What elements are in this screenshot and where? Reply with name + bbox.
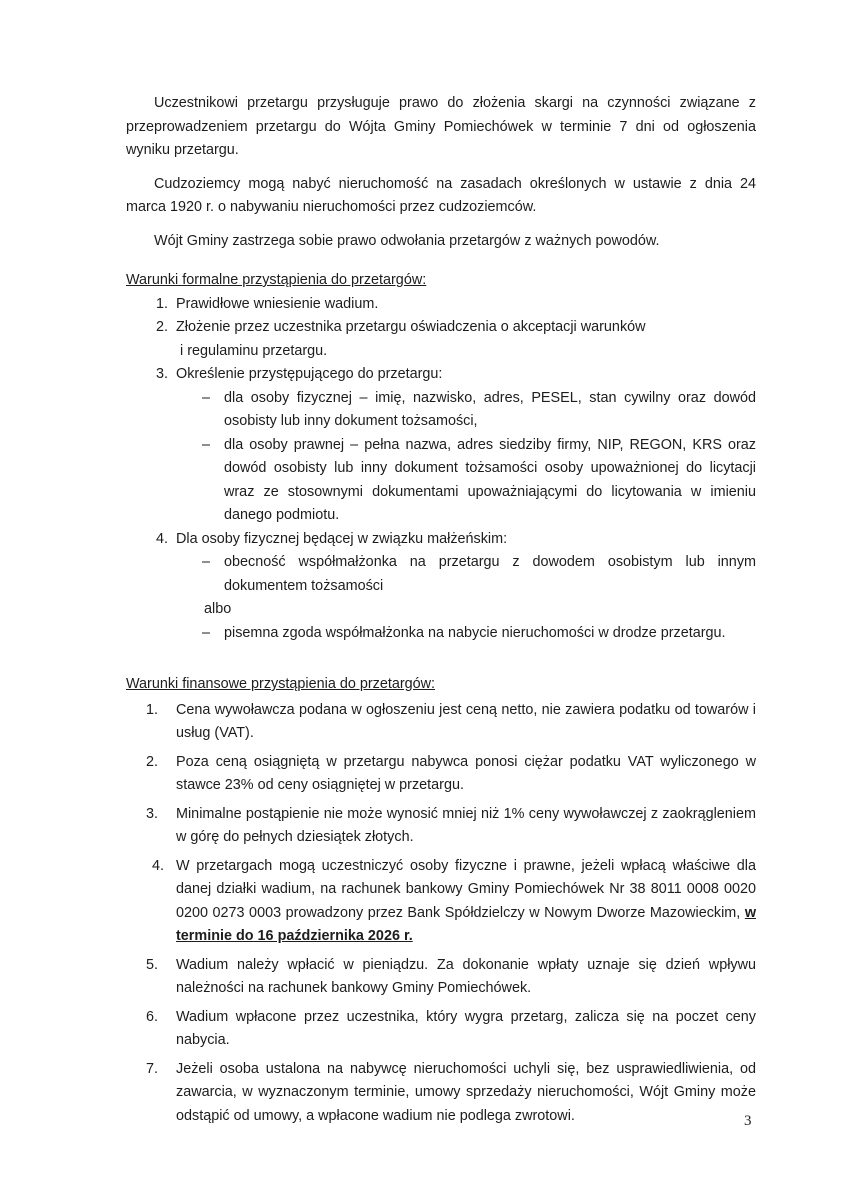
dash-bullet: – (202, 624, 211, 641)
formal-item-text (176, 316, 756, 363)
cancellation-paragraph: Wójt Gminy zastrzega sobie prawo odwołania przetargów z ważnych powodów. (154, 232, 660, 249)
page-content (126, 92, 756, 1128)
financial-item-text: Cena wywoławcza podana w ogłoszeniu jest ceną netto, nie zawiera podatku od towarów i usług (VAT). (176, 701, 756, 741)
formal-item-line: i regulaminu przetargu. (180, 342, 328, 359)
financial-item-number: 5. (146, 956, 159, 973)
financial-item-body: W przetargach mogą uczestniczyć osoby fizyczne i prawne, jeżeli wpłacą właściwe dla danej działki wadium, na rachunek bankowy Gminy Pomiechówek Nr 38 8011 0008 0020 0200 0273 0003 prowadzony przez Bank Spółdzielczy w Nowym Dworze Mazowieckim, (176, 857, 756, 921)
foreigners-paragraph: Cudzoziemcy mogą nabyć nieruchomość na zasadach określonych w ustawie z dnia 24 marca 1920 r. o nabywaniu nieruchomości przez cudzoziemców. (126, 175, 756, 215)
dash-bullet: – (202, 554, 211, 570)
financial-item-number: 1. (146, 701, 159, 718)
financial-item-number: 6. (146, 1008, 159, 1025)
financial-item-3 (146, 803, 756, 850)
financial-conditions-heading: Warunki finansowe przystąpienia do przetargów: (126, 676, 436, 692)
formal-subitem-legal-person (202, 434, 756, 528)
financial-item-text: Jeżeli osoba ustalona na nabywcę nieruchomości uchyli się, bez usprawiedliwienia, od zawarcia, w wyznaczonym terminie, umowy sprzedaży nieruchomości, Wójt Gminy może odstąpić od umowy, a wpłacone wadium nie podlega zwrotowi. (176, 1060, 756, 1124)
financial-item-text: Wadium należy wpłacić w pieniądzu. Za dokonanie wpłaty uznaje się dzień wpływu należności na rachunek bankowy Gminy Pomiechówek. (176, 956, 756, 996)
financial-item-text: Minimalne postąpienie nie może wynosić mniej niż 1% ceny wywoławczej z zaokrągleniem w górę do pełnych dziesiątek złotych. (176, 805, 756, 845)
formal-conditions-heading: Warunki formalne przystąpienia do przetargów: (126, 272, 427, 288)
financial-item-1 (146, 699, 756, 746)
dash-bullet: – (202, 436, 211, 453)
financial-item-6 (146, 1006, 756, 1053)
formal-item-number: 4. (156, 530, 169, 547)
financial-item-number: 2. (146, 753, 159, 770)
financial-item-text (176, 855, 756, 949)
formal-item-2 (156, 316, 756, 363)
formal-subitem-natural-person (202, 387, 756, 434)
financial-item-text: Wadium wpłacone przez uczestnika, który wygra przetarg, zalicza się na poczet ceny nabycia. (176, 1008, 756, 1048)
formal-item-number: 1. (156, 295, 169, 312)
financial-item-number: 7. (146, 1060, 159, 1077)
deposit-deadline: w terminie do 16 października 2026 r. (176, 904, 757, 944)
formal-item-text: Określenie przystępującego do przetargu: (176, 366, 443, 382)
formal-subitem-spouse-consent (202, 622, 756, 646)
financial-item-7 (146, 1058, 756, 1129)
financial-item-text: Poza ceną osiągniętą w przetargu nabywca ponosi ciężar podatku VAT wyliczonego w stawce 23% od ceny osiągniętej w przetargu. (176, 753, 756, 793)
formal-item-number: 2. (156, 319, 169, 335)
page-number: 3 (744, 1113, 752, 1129)
subitem-text: pisemna zgoda współmałżonka na nabycie nieruchomości w drodze przetargu. (224, 624, 726, 641)
financial-item-2 (146, 751, 756, 798)
formal-item-4 (156, 528, 756, 552)
formal-item-number: 3. (156, 366, 169, 382)
formal-item-3 (156, 363, 756, 387)
formal-item-line: Złożenie przez uczestnika przetargu oświadczenia o akceptacji warunków (176, 319, 646, 335)
financial-item-5 (146, 954, 756, 1001)
formal-subitem-spouse-present (202, 551, 756, 598)
formal-item-text: Dla osoby fizycznej będącej w związku małżeńskim: (176, 530, 508, 547)
financial-item-4 (152, 855, 756, 949)
albo-text: albo (204, 601, 232, 617)
complaint-paragraph: Uczestnikowi przetargu przysługuje prawo do złożenia skargi na czynności związane z przeprowadzeniem przetargu do Wójta Gminy Pomiechówek w terminie 7 dni od ogłoszenia wyniku przetargu. (126, 95, 756, 158)
formal-item-text: Prawidłowe wniesienie wadium. (176, 295, 379, 312)
dash-bullet: – (202, 389, 211, 406)
subitem-text: dla osoby prawnej – pełna nazwa, adres siedziby firmy, NIP, REGON, KRS oraz dowód osobisty lub inny dokument tożsamości osoby upoważnionej do licytacji wraz ze stosownymi dokumentami upoważniającymi do licytowania w imieniu danego podmiotu. (224, 436, 756, 523)
financial-item-number: 4. (152, 857, 165, 874)
subitem-text: dla osoby fizycznej – imię, nazwisko, adres, PESEL, stan cywilny oraz dowód osobisty lub inny dokument tożsamości, (224, 389, 756, 429)
subitem-text: obecność współmałżonka na przetargu z dowodem osobistym lub innym dokumentem tożsamości (224, 554, 756, 594)
formal-item-1 (156, 293, 756, 317)
financial-item-number: 3. (146, 805, 159, 822)
